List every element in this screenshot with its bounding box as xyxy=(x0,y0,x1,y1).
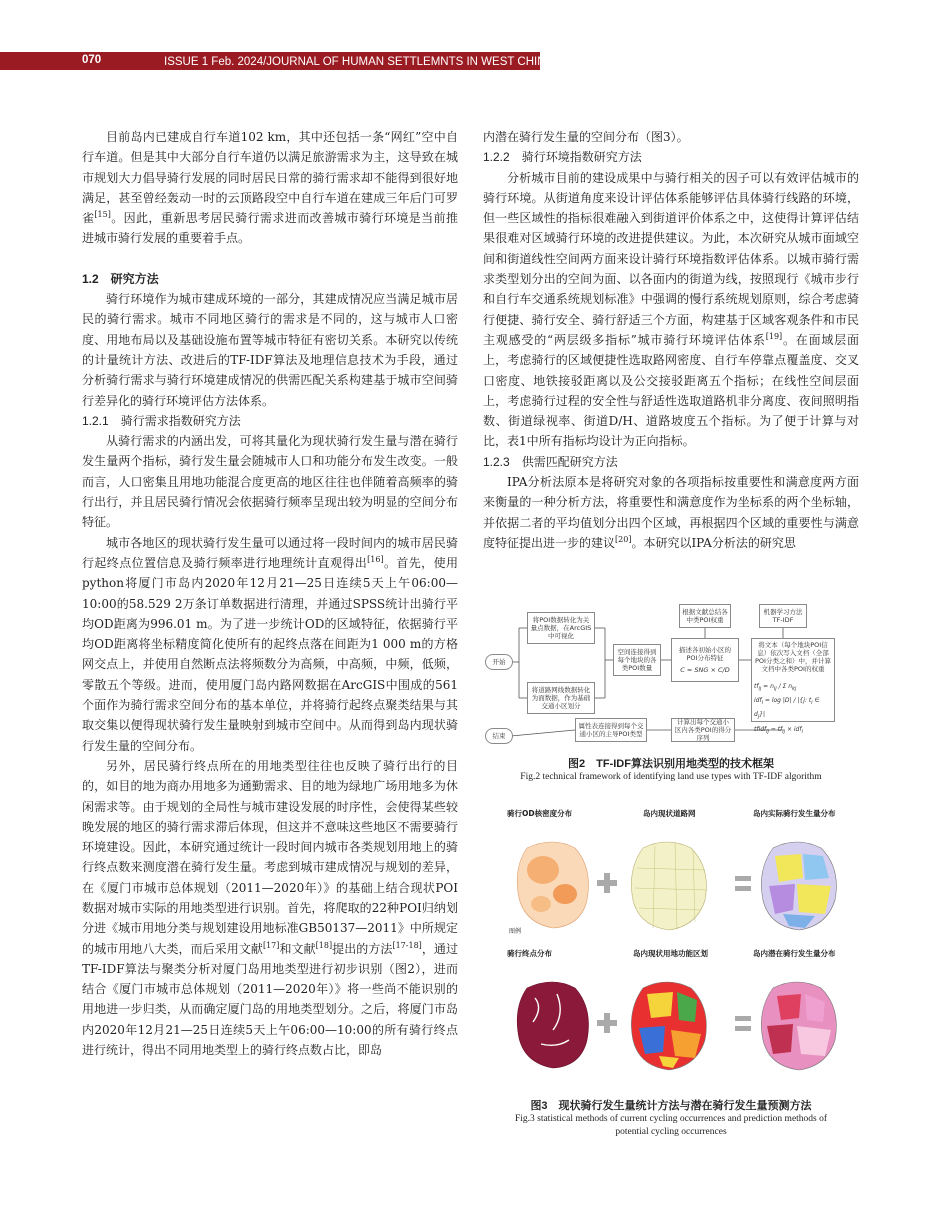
figure-3-maps xyxy=(483,808,859,1086)
paragraph: 分析城市目前的建设成果中与骑行相关的因子可以有效评估城市的骑行环境。从街道角度来设计评估体系能够评估具体骑行线路的环境，但一些区域性的指标很难融入到街道评价体系之中，这使得计算评估结果很难对区域骑行环境的改进提供建议。为此，本次研究从城市面域空间和街道线性空间两方面来设计骑行环境指数评估体系。以城市骑行需求类型划分出的空间为面、以各面内的街道为线，按照现行《城市步行和自行车交通系统规划标准》中强调的慢行系统规划原则，综合考虑骑行便捷、骑行安全、骑行舒适三个方面，构建基于区域客观条件和市民主观感受的“两层级多指标”城市骑行环境评估体系[19]。在面域层面上，考虑骑行的区域便捷性选取路网密度、自行车停靠点覆盖度、交叉口密度、地铁接驳距离以及公交接驳距离五个指标；在线性空间层面上，考虑骑行过程的安全性与舒适性选取道路机非分离度、夜间照明指数、街道绿视率、街道D/H、道路坡度五个指标。为了便于计算与对比，表1中所有指标均设计为正向指标。 xyxy=(483,170,859,449)
left-column xyxy=(82,127,458,1060)
map-actual-cycling xyxy=(761,842,836,930)
journal-header-bar xyxy=(0,52,559,70)
flow-box-main: 属性表连接得到每个交通小区的主导POI类型 xyxy=(575,718,647,742)
page-number: 070 xyxy=(82,54,102,66)
flow-start: 开始 xyxy=(485,654,513,670)
paragraph: 另外，居民骑行终点所在的用地类型往往也反映了骑行出行的目的，如目的地为商办用地多为通勤需求、目的地为绿地广场用地多为休闲需求等。由于规划的全局性与城市建设发展的时序性，会使得某些较晚发展的地区的骑行需求滞后体现，但这并不意味这些地区不需要骑行环境建设。因此，本研究通过统计一段时间内城市各类规划用地上的骑行终点数来测度潜在骑行发生量。考虑到城市建成情况与规划的差异，在《厦门市城市总体规划（2011—2020年）》的基础上结合现状POI数据对城市实际的用地类型进行识别。首先，将爬取的22种POI归纳划分进《城市用地分类与规划建设用地标准GB50137—2011》中所规定的城市用地八大类，而后采用文献[17]和文献[18]提出的方法[17-18]，通过TF-IDF算法与聚类分析对厦门岛用地类型进行初步识别（图2），进而结合《厦门市城市总体规划（2011—2020年）》将一些尚不能识别的用地进一步归类，从而确定厦门岛的用地类型划分。之后，将厦门市岛内2020年12月21—25日连续5天上午06:00—10:00的所有骑行终点进行统计，得出不同用地类型上的骑行终点数占比，即岛 xyxy=(82,758,458,1058)
section-heading-1-2-1: 1.2.1 骑行需求指数研究方法 xyxy=(82,413,241,428)
flow-box-road: 将道路网线数据转化为面数据，作为基础交通小区划分 xyxy=(527,682,595,714)
flow-end: 结束 xyxy=(485,728,513,744)
section-heading-1-2-3: 1.2.3 供需匹配研究方法 xyxy=(483,454,618,469)
section-heading-1-2: 1.2 研究方法 xyxy=(82,271,159,286)
map-od-density xyxy=(517,842,588,928)
flow-box-literature: 根据文献总结各中类POI权重 xyxy=(679,604,731,628)
flow-box-spatial: 空间连接得到每个地块的各类POI数量 xyxy=(613,644,661,676)
paragraph: 目前岛内已建成自行车道102 km，其中还包括一条“网红”空中自行车道。但是其中大部分自行车道仍以满足旅游需求为主，这导致在城市规划大力倡导骑行发展的同时居民日常的骑行需求却不能得到很好地满足，甚至曾经轰动一时的云顶路段空中自行车道在建成三年后门可罗雀[15]。因此，重新思考居民骑行需求进而改善城市骑行环境是当前推进城市骑行发展的重要着手点。 xyxy=(82,130,458,246)
flow-box-text: 将文本（每个地块POI信息）依次写入文档（全部POI分类之和）中，并计算文档中各类POI的权重 $tf_{ij} = n_{ij} / \Sigma$ $n_{kj}$ idf$_i$ = log |D| / |{j: $t_i$ ∈ $d_j\}|$ tfidf$_{ij}$ = $tf_{ij} \times idf_i$ xyxy=(751,638,835,722)
figure-3-caption: 图3 现状骑行发生量统计方法与潜在骑行发生量预测方法 Fig.3 statistical methods of current cycling occurrences and prediction methods of potential cycling occurrences xyxy=(514,1100,828,1137)
panel-title-od: 骑行OD核密度分布 xyxy=(507,809,573,818)
flow-box-calc: 计算出每个交通小区内各类POI的得分序列 xyxy=(671,718,735,742)
panel-title-actual: 岛内实际骑行发生量分布 xyxy=(753,809,836,818)
paragraph: 内潜在骑行发生量的空间分布（图3）。 xyxy=(483,130,689,144)
figure-3-graphics xyxy=(483,808,859,1086)
right-column xyxy=(483,127,859,553)
flow-box-tfidf: 机器学习方法TF-IDF xyxy=(759,604,807,628)
flow-box-poi: 将POI数据转化为关量点数据，在ArcGIS中可视化 xyxy=(527,612,595,644)
paragraph: 从骑行需求的内涵出发，可将其量化为现状骑行发生量与潜在骑行发生量两个指标，骑行发生量会随城市人口和功能分布发生改变。一般而言，人口密集且用地功能混合度更高的地区往往也伴随着高频率的骑行出行，并且居民骑行情况会依据骑行频率呈现出较为明显的空间分布特征。 xyxy=(82,434,458,530)
flow-box-freq: 描述各初始小区的POI分布特征 C = SNG × C/D xyxy=(671,638,739,682)
paragraph: 骑行环境作为城市建成环境的一部分，其建成情况应当满足城市居民的骑行需求。城市不同地区骑行的需求是不同的，这与城市人口密度、用地布局以及基础设施布置等城市特征有密切关系。本研究以传统的计量统计方法、改进后的TF-IDF算法及地理信息技术为手段，通过分析骑行需求与骑行环境建成情况的供需匹配关系构建基于城市空间骑行差异化的骑行环境评估方法体系。 xyxy=(82,292,458,408)
figure-2-flowchart xyxy=(483,598,859,750)
map-potential-cycling xyxy=(761,982,836,1070)
panel-title-end: 骑行终点分布 xyxy=(507,949,552,958)
panel-title-road: 岛内现状道路网 xyxy=(643,809,696,818)
legend-label: 图例 xyxy=(509,928,522,935)
section-heading-1-2-2: 1.2.2 骑行环境指数研究方法 xyxy=(483,150,642,165)
map-land-use xyxy=(631,982,706,1070)
paragraph: 城市各地区的现状骑行发生量可以通过将一段时间内的城市居民骑行起终点位置信息及骑行频率进行地理统计直观得出[16]。首先，使用python将厦门市岛内2020年12月21—25日连续5天上午06:00—10:00的58.529 2万条订单数据进行清理，并通过SPSS统计出骑行平均OD距离为996.01 m。为了进一步统计OD的区域特征，依据骑行平均OD距离将坐标精度简化使所有的起终点落在间距为1 000 m的方格网交点上，并使用自然断点法将频数分为高频，中高频，中频，低频，零散五个等级。进而，使用厦门岛内路网数据在ArcGIS中围成的561个面作为骑行需求空间分布的基本单位，并将骑行起终点聚类结果与其取交集以便得现状骑行发生量映射到城市空间中。从而得到岛内现状骑行发生量的空间分布。 xyxy=(82,535,458,753)
map-road-network xyxy=(631,842,707,930)
panel-title-landuse: 岛内现状用地功能区划 xyxy=(633,949,708,958)
figure-2-caption: 图2 TF-IDF算法识别用地类型的技术框架 Fig.2 technical framework of identifying land use types with TF-IDF algorithm xyxy=(520,758,822,782)
paragraph: IPA分析法原本是将研究对象的各项指标按重要性和满意度两方面来衡量的一种分析方法，将重要性和满意度作为坐标系的两个坐标轴，并依据二者的平均值划分出四个区域，再根据四个区域的重要性与满意度特征提出进一步的建议[20]。本研究以IPA分析法的研究思 xyxy=(483,475,859,550)
journal-header-text: ISSUE 1 Feb. 2024/JOURNAL OF HUMAN SETTLEMNTS IN WEST CHINA / 070 xyxy=(82,54,559,68)
map-cycling-endpoints xyxy=(517,982,588,1068)
panel-title-potential: 岛内潜在骑行发生量分布 xyxy=(753,949,836,958)
